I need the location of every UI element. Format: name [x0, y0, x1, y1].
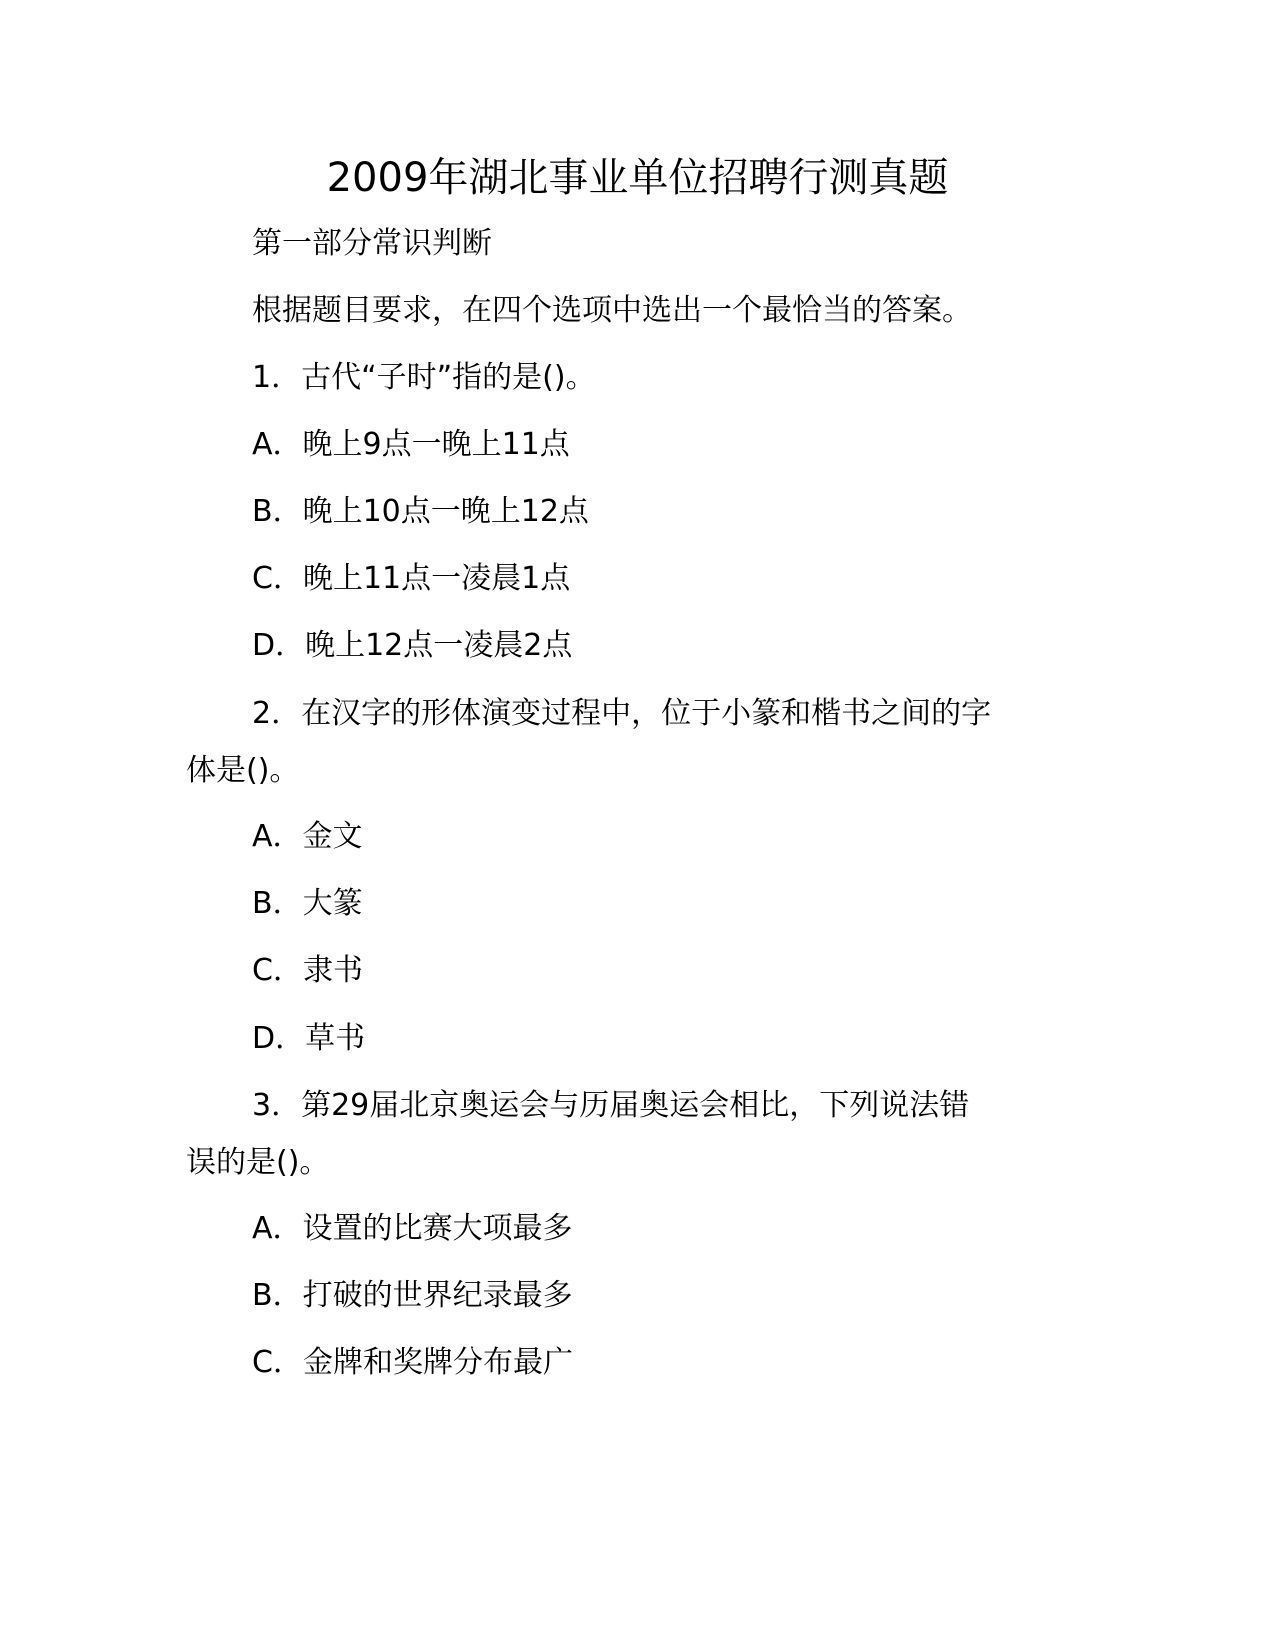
question-3-option-c: C．金牌和奖牌分布最广: [252, 1345, 573, 1380]
question-3-option-a: A．设置的比赛大项最多: [252, 1211, 573, 1246]
instruction-text: 根据题目要求，在四个选项中选出一个最恰当的答案。: [252, 293, 972, 328]
question-1-option-c: C．晚上11点一凌晨1点: [252, 561, 571, 596]
section-heading: 第一部分常识判断: [252, 226, 492, 261]
question-3-stem-line1: 3．第29届北京奥运会与历届奥运会相比，下列说法错: [252, 1088, 970, 1123]
question-2-option-a: A．金文: [252, 819, 363, 854]
question-1-option-b: B．晚上10点一晚上12点: [252, 494, 589, 529]
question-2-option-d: D．草书: [252, 1021, 366, 1056]
question-2-stem-line2: 体是()。: [186, 753, 300, 788]
question-2-option-b: B．大篆: [252, 886, 363, 921]
question-1-option-d: D．晚上12点一凌晨2点: [252, 628, 573, 663]
question-1-option-a: A．晚上9点一晚上11点: [252, 427, 570, 462]
question-2-stem-line1: 2．在汉字的形体演变过程中，位于小篆和楷书之间的字: [252, 696, 992, 731]
question-3-option-b: B．打破的世界纪录最多: [252, 1278, 573, 1313]
question-1-stem: 1．古代“子时”指的是()。: [252, 360, 596, 395]
question-3-stem-line2: 误的是()。: [186, 1145, 330, 1180]
question-2-option-c: C．隶书: [252, 953, 363, 988]
document-title: 2009年湖北事业单位招聘行测真题: [326, 155, 949, 201]
